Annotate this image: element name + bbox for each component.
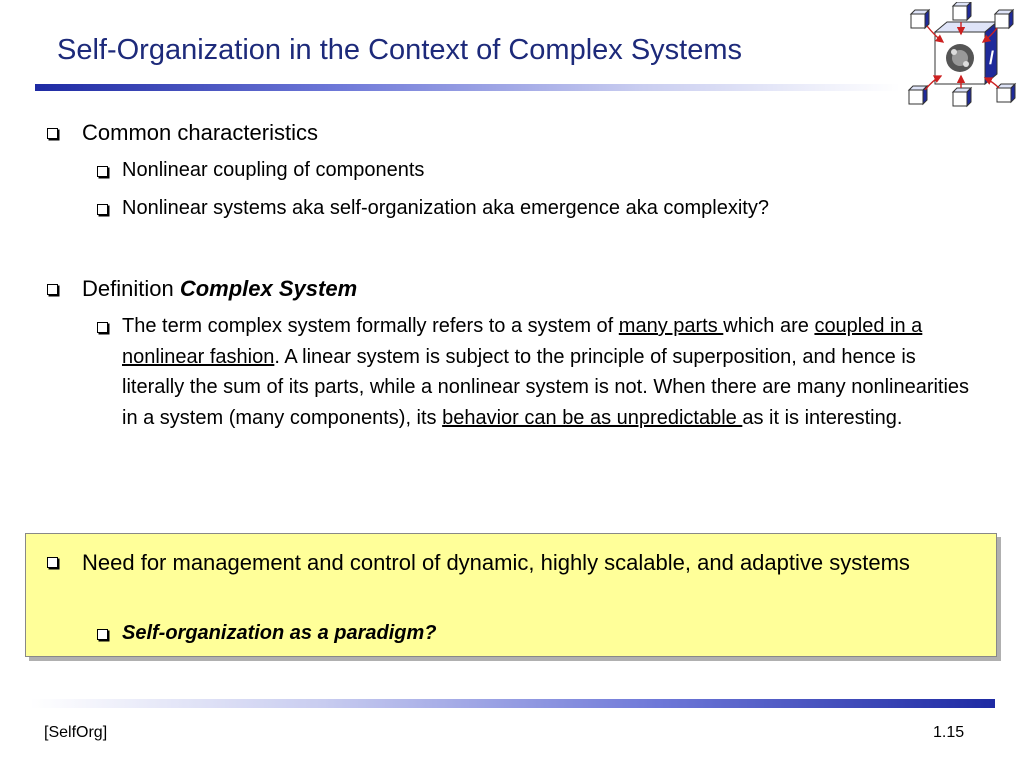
bullet-common-characteristics	[47, 118, 318, 147]
footer-source: [SelfOrg]	[44, 724, 108, 741]
checkbox-bullet-icon	[47, 128, 58, 139]
sub-bullet-nonlinear-coupling	[97, 155, 424, 186]
bullet-definition	[47, 274, 357, 303]
sub-bullet-self-organization-paradigm	[97, 618, 437, 649]
bullet-text: Common characteristics	[82, 120, 318, 145]
networked-cubes-icon	[905, 2, 1023, 114]
checkbox-bullet-icon	[97, 322, 108, 333]
underlined-behavior-unpredictable: behavior can be as unpredictable	[442, 406, 743, 429]
underlined-coupled-nonlinear: coupled in a nonlinear fashion	[122, 315, 923, 368]
highlight-text: Need for management and control of dynamic, highly scalable, and adaptive systems	[82, 550, 910, 575]
checkbox-bullet-icon	[47, 284, 58, 295]
slide-title: Self-Organization in the Context of Complex Systems	[57, 34, 743, 66]
footer-divider	[30, 699, 995, 708]
checkbox-bullet-icon	[97, 166, 108, 177]
sub-bullet-complex-system-definition	[97, 311, 977, 433]
definition-text-1: The term complex system formally refers to a system of	[122, 315, 619, 337]
definition-term: Complex System	[179, 276, 358, 301]
checkbox-bullet-icon	[97, 204, 108, 215]
bullet-text	[82, 274, 357, 303]
sub-bullet-text: Nonlinear systems aka self-organization aka emergence aka complexity?	[122, 197, 769, 219]
definition-text-4: as it is interesting.	[742, 406, 903, 429]
definition-text-3: . A linear system is subject to the principle of superposition, and hence is literally the sum of its parts, while a nonlinear system is not. When there are many nonlinearities in a system (many components), its	[122, 345, 970, 429]
sub-bullet-nonlinear-systems	[97, 193, 769, 224]
definition-text-2: which are	[723, 315, 815, 337]
definition-paragraph	[122, 311, 977, 433]
sub-bullet-text: Nonlinear coupling of components	[122, 159, 425, 181]
checkbox-bullet-icon	[97, 629, 108, 640]
checkbox-bullet-icon	[47, 557, 58, 568]
svg-text:/: /	[989, 48, 995, 68]
underlined-many-parts: many parts	[618, 315, 724, 337]
definition-label: Definition	[82, 276, 180, 301]
title-divider	[35, 84, 900, 91]
paradigm-question: Self-organization as a paradigm?	[122, 622, 437, 644]
bullet-need-for-management	[47, 547, 947, 579]
slide-number: 1.15	[933, 724, 965, 741]
